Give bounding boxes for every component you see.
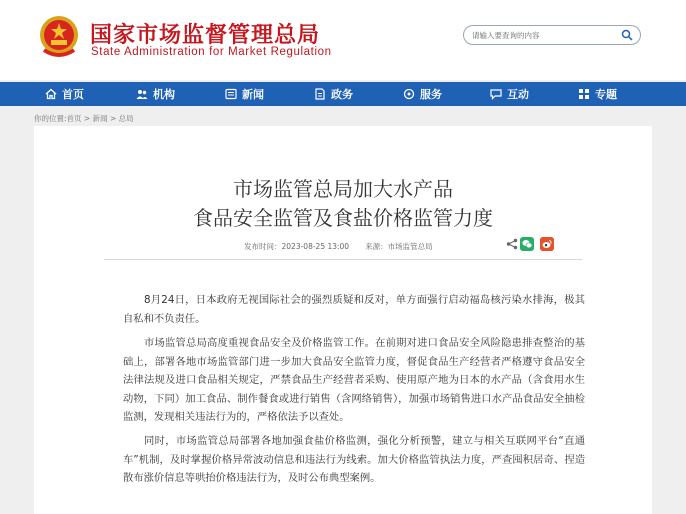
breadcrumb	[34, 113, 134, 124]
interact-icon	[490, 88, 502, 100]
nav-label: 专题	[595, 88, 617, 101]
nav-label: 机构	[153, 88, 175, 101]
breadcrumb-separator: >	[81, 114, 93, 123]
site-subtitle: State Administration for Market Regulation	[91, 46, 332, 58]
share-icon[interactable]	[506, 238, 518, 250]
affairs-icon	[314, 88, 326, 100]
weibo-icon[interactable]	[540, 237, 554, 251]
article-source: 来源：市场监管总局	[365, 242, 433, 251]
nav-item-topic[interactable]	[578, 82, 617, 106]
article-paragraph: 市场监管总局高度重视食品安全及价格监管工作。在前期对进口食品安全风险隐患排查整治的基础上，部署各地市场监管部门进一步加大食品安全监管力度，督促食品生产经营者严格遵守食品安全法律法规及进口食品相关规定，严禁食品生产经营者采购、使用原产地为日本的水产品（含食用水生动物，下同）加工食品、制作餐食或进行销售（含网络销售），加强市场销售进口水产品食品安全抽检监测，发现相关违法行为的，严格依法予以查处。	[123, 337, 585, 423]
nav-label: 首页	[62, 88, 84, 101]
nav-item-org[interactable]	[136, 82, 175, 106]
breadcrumb-home[interactable]: 你的位置:首页	[34, 114, 82, 123]
search-icon[interactable]	[621, 29, 633, 41]
nav-label: 新闻	[242, 88, 264, 101]
search-box[interactable]	[463, 25, 641, 45]
home-icon	[45, 88, 57, 100]
breadcrumb-separator: >	[107, 114, 119, 123]
nav-item-affairs[interactable]	[314, 82, 353, 106]
breadcrumb-current[interactable]: 总局	[118, 114, 134, 123]
publish-time: 发布时间：2023-08-25 13:00	[244, 242, 350, 251]
wechat-icon[interactable]	[520, 237, 534, 251]
search-input[interactable]	[472, 28, 617, 42]
nav-label: 政务	[331, 88, 353, 101]
article-panel	[34, 126, 652, 514]
article-title-line2: 食品安全监管及食盐价格监管力度	[193, 206, 493, 230]
site-title[interactable]: 国家市场监督管理总局	[90, 23, 321, 48]
site-header	[0, 0, 686, 80]
meta-divider	[104, 259, 582, 260]
nav-item-interact[interactable]	[490, 82, 529, 106]
nav-item-home[interactable]	[45, 82, 84, 106]
news-icon	[225, 88, 237, 100]
article-paragraph: 同时，市场监管总局部署各地加强食盐价格监测，强化分析预警，建立与相关互联网平台“直通车”机制，及时掌握价格异常波动信息和违法行为线索。加大价格监管执法力度，严查囤积居奇、捏造散布涨价信息等哄抬价格违法行为，及时公布典型案例。	[123, 435, 585, 484]
org-icon	[136, 88, 148, 100]
topic-icon	[578, 88, 590, 100]
nav-label: 服务	[420, 88, 442, 101]
nav-label: 互动	[507, 88, 529, 101]
nav-item-service[interactable]	[403, 82, 442, 106]
article-title-line1: 市场监管总局加大水产品	[233, 177, 453, 201]
article-paragraph: 8月24日，日本政府无视国际社会的强烈质疑和反对，单方面强行启动福岛核污染水排海，极其自私和不负责任。	[123, 294, 585, 325]
nav-item-news[interactable]	[225, 82, 264, 106]
national-emblem-icon	[38, 14, 80, 60]
service-icon	[403, 88, 415, 100]
breadcrumb-news[interactable]: 新闻	[92, 114, 108, 123]
main-nav	[0, 82, 686, 106]
article-meta	[244, 241, 433, 252]
